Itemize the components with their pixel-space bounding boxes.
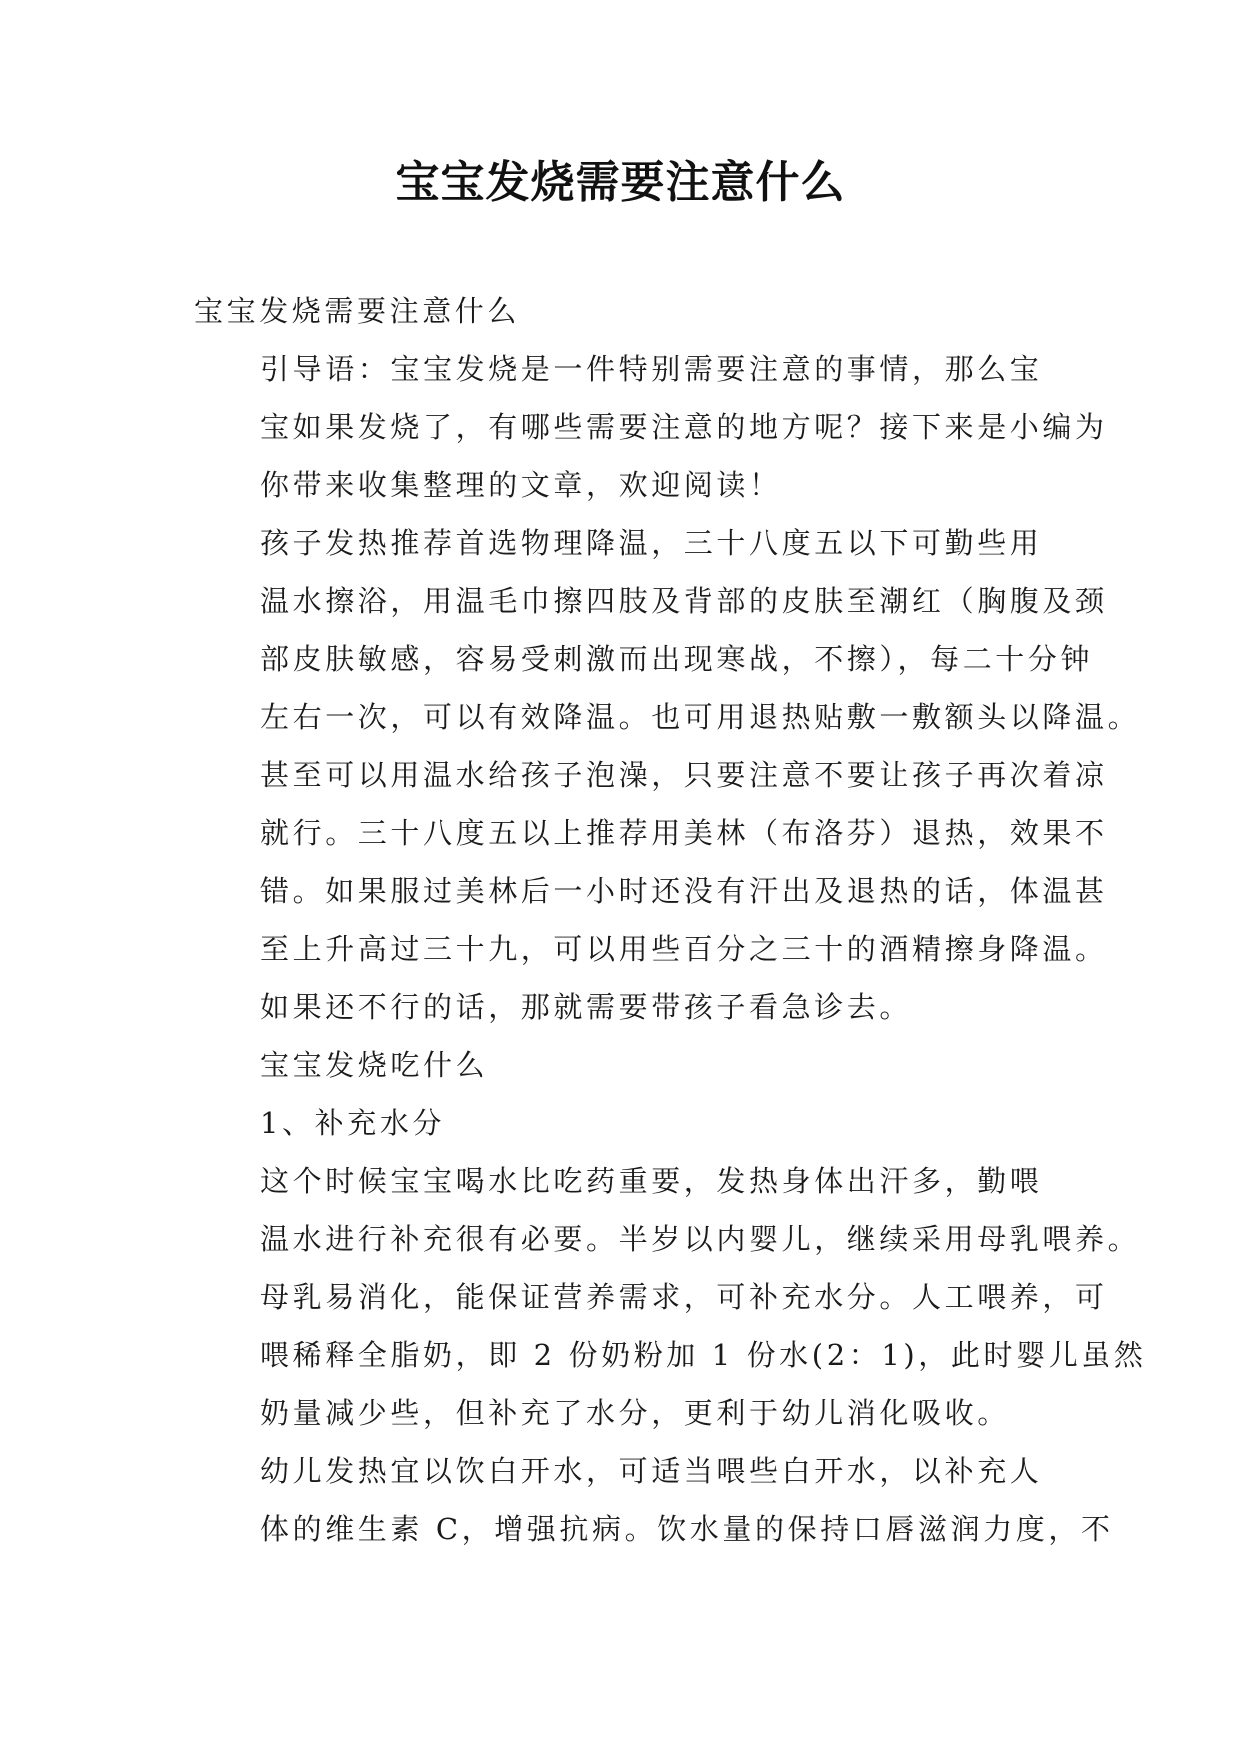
text-line: 孩子发热推荐首选物理降温，三十八度五以下可勤些用 [260, 526, 1043, 560]
document-title: 宝宝发烧需要注意什么 [395, 157, 846, 208]
subsection-heading [194, 1094, 1058, 1152]
intro-paragraph [194, 340, 1108, 514]
text-line: 温水擦浴，用温毛巾擦四肢及背部的皮肤至潮红（胸腹及颈 [260, 584, 1108, 618]
text-line: 奶量减少些，但补充了水分，更利于幼儿消化吸收。 [260, 1396, 1010, 1430]
text-line: 错。如果服过美林后一小时还没有汗出及退热的话，体温甚 [260, 874, 1108, 908]
text-line: 宝宝发烧需要注意什么 [194, 294, 521, 328]
text-line: 体的维生素 C，增强抗病。饮水量的保持口唇滋润力度，不 [260, 1512, 1114, 1546]
section-heading [194, 1036, 1058, 1094]
text-line: 幼儿发热宜以饮白开水，可适当喂些白开水，以补充人 [260, 1454, 1043, 1488]
text-line: 引导语：宝宝发烧是一件特别需要注意的事情，那么宝 [260, 352, 1043, 386]
cooling-paragraph [194, 514, 1141, 1036]
text-line: 至上升高过三十九，可以用些百分之三十的酒精擦身降温。 [260, 932, 1108, 966]
document-subtitle [194, 282, 1058, 340]
text-line: 你带来收集整理的文章，欢迎阅读！ [260, 468, 782, 502]
document-body [194, 282, 1147, 1558]
text-line: 宝如果发烧了，有哪些需要注意的地方呢？接下来是小编为 [260, 410, 1108, 444]
text-line: 喂稀释全脂奶，即 2 份奶粉加 1 份水(2：1)，此时婴儿虽然 [260, 1338, 1147, 1372]
text-line: 1、补充水分 [260, 1106, 446, 1140]
text-line: 左右一次，可以有效降温。也可用退热贴敷一敷额头以降温。 [260, 700, 1141, 734]
boiled-water-paragraph [194, 1442, 1114, 1558]
text-line: 甚至可以用温水给孩子泡澡，只要注意不要让孩子再次着凉 [260, 758, 1108, 792]
water-paragraph [194, 1152, 1147, 1442]
text-line: 宝宝发烧吃什么 [260, 1048, 489, 1082]
text-line: 就行。三十八度五以上推荐用美林（布洛芬）退热，效果不 [260, 816, 1108, 850]
text-line: 这个时候宝宝喝水比吃药重要，发热身体出汗多，勤喂 [260, 1164, 1043, 1198]
text-line: 部皮肤敏感，容易受刺激而出现寒战，不擦），每二十分钟 [260, 642, 1094, 676]
text-line: 母乳易消化，能保证营养需求，可补充水分。人工喂养，可 [260, 1280, 1108, 1314]
text-line: 如果还不行的话，那就需要带孩子看急诊去。 [260, 990, 913, 1024]
text-line: 温水进行补充很有必要。半岁以内婴儿，继续采用母乳喂养。 [260, 1222, 1141, 1256]
